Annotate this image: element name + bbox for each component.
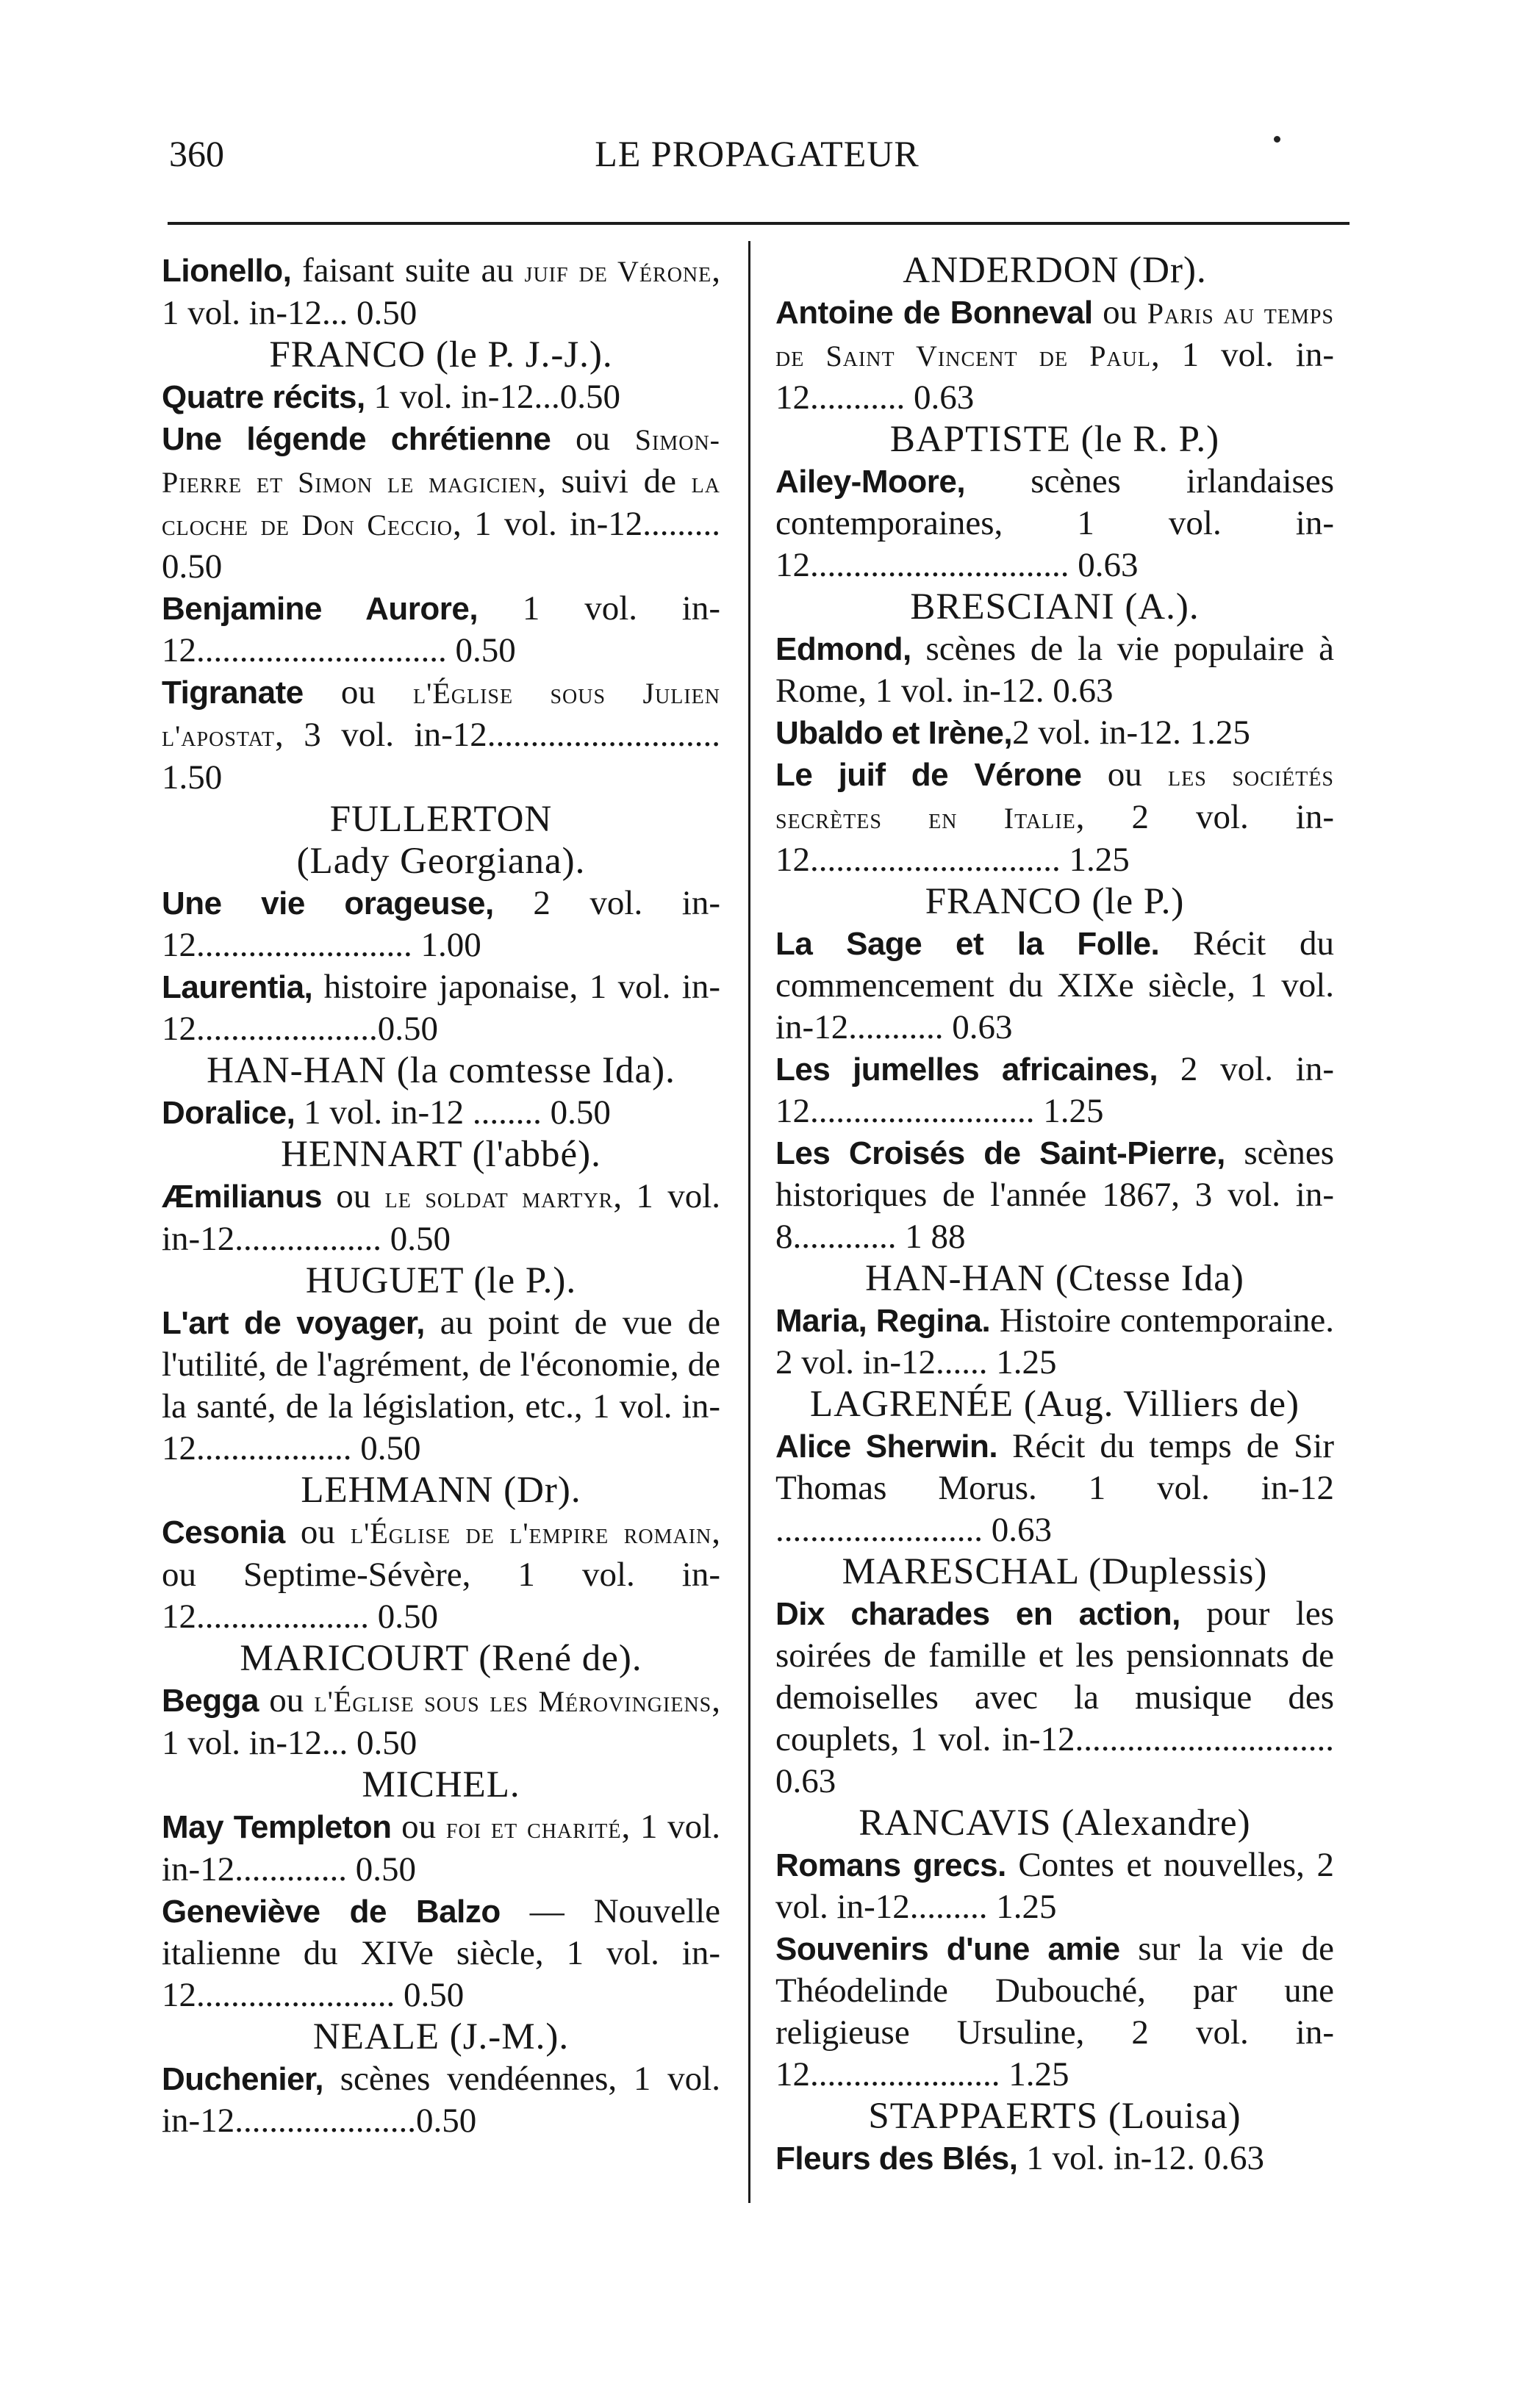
work-title: Fleurs des Blés, — [775, 2141, 1018, 2177]
work-details: , ou Septime-Sévère, 1 vol. in-12.................... 0.50 — [162, 1513, 721, 1636]
author-heading: RANCAVIS (Alexandre) — [859, 1803, 1251, 1844]
work-details: Récit du temps de Sir Thomas Morus. 1 vol. in-12 ........................ 0.63 — [775, 1427, 1334, 1549]
work-title: Æmilianus — [162, 1179, 322, 1215]
work-title: Doralice, — [162, 1095, 295, 1131]
work-details: scènes irlandaises contemporaines, 1 vol. in-12.............................. 0.63 — [775, 462, 1334, 584]
catalog-entry — [162, 1512, 720, 1638]
work-details: ou — [303, 673, 414, 711]
work-title: Dix charades en action, — [775, 1596, 1180, 1632]
author-heading: BRESCIANI (A.). — [910, 586, 1200, 628]
work-title: Une légende chrétienne — [162, 421, 551, 457]
author-heading: NEALE (J.-M.). — [312, 2016, 570, 2057]
work-title: Souvenirs d'une amie — [775, 1931, 1120, 1967]
right-column — [775, 250, 1334, 2179]
work-details: ou — [391, 1808, 446, 1846]
work-details: , 2 vol. in-12............................. 1.25 — [775, 798, 1334, 879]
author-heading: FULLERTON — [329, 799, 553, 840]
work-details: ou — [551, 420, 635, 458]
work-details: 1 vol. in-12 ........ 0.50 — [295, 1093, 611, 1132]
catalog-entry — [775, 1132, 1334, 1258]
author-heading: HAN-HAN (Ctesse Ida) — [865, 1258, 1244, 1299]
work-title: Cesonia — [162, 1514, 285, 1550]
work-subtitle: foi et charité — [445, 1811, 622, 1844]
work-title: L'art de voyager, — [162, 1305, 425, 1341]
work-details: 1 vol. in-12. 0.63 — [1017, 2139, 1265, 2177]
work-subtitle: la cloche de Don Ceccio — [162, 466, 720, 542]
work-title: Les jumelles africaines, — [775, 1052, 1158, 1088]
catalog-entry — [775, 754, 1334, 881]
running-title: LE PROPAGATEUR — [595, 133, 920, 174]
catalog-entry — [775, 923, 1334, 1049]
catalog-entry — [162, 376, 720, 418]
catalog-entry — [775, 628, 1334, 712]
work-details: , 1 vol. in-12............. 0.50 — [162, 1808, 720, 1888]
page-number: 360 — [169, 133, 224, 174]
work-details: 2 vol. in-12......................... 1.00 — [162, 884, 720, 964]
author-heading: (Lady Georgiana). — [296, 841, 586, 882]
work-details: au point de vue de l'utilité, de l'agrément, de l'économie, de la santé, de la législation, etc., 1 vol. in-12.................. 0.50 — [162, 1304, 720, 1467]
author-heading: STAPPAERTS (Louisa) — [868, 2096, 1241, 2137]
author-heading: MICHEL. — [362, 1764, 520, 1805]
work-details: Histoire contemporaine. 2 vol. in-12...... 1.25 — [775, 1301, 1334, 1381]
catalog-entry — [775, 1928, 1334, 2096]
author-heading: LEHMANN (Dr). — [301, 1470, 581, 1511]
work-title: Edmond, — [775, 631, 911, 667]
author-heading: FRANCO (le P.) — [925, 881, 1185, 922]
author-heading: BAPTISTE (le R. P.) — [889, 419, 1220, 460]
catalog-entry — [162, 1176, 720, 1260]
work-subtitle: Simon-Pierre et Simon le magicien — [162, 423, 720, 499]
catalog-entry — [775, 2138, 1334, 2179]
work-details: ou — [1092, 293, 1147, 331]
catalog-entry — [775, 292, 1334, 419]
work-title: May Templeton — [162, 1809, 392, 1845]
work-subtitle: Paris au temps de Saint Vincent de Paul — [775, 297, 1335, 373]
work-details: faisant suite au — [291, 251, 525, 290]
work-title: Alice Sherwin. — [775, 1428, 998, 1464]
work-details: Récit du commencement du XIXe siècle, 1 vol. in-12........... 0.63 — [775, 924, 1334, 1046]
work-details: , 1 vol. in-12... 0.50 — [162, 251, 720, 332]
work-title: Lionello, — [162, 253, 292, 289]
author-heading: ANDERDON (Dr). — [903, 250, 1207, 291]
work-details: , 1 vol. in-12........... 0.63 — [775, 336, 1334, 417]
catalog-entry — [775, 461, 1334, 586]
author-heading: FRANCO (le P. J.-J.). — [269, 334, 613, 375]
catalog-entry — [162, 588, 720, 672]
work-subtitle: l'Église de l'empire romain — [351, 1517, 712, 1550]
catalog-entry — [162, 2058, 720, 2142]
catalog-entry — [775, 1844, 1334, 1928]
work-subtitle: l'Église sous les Mérovingiens — [314, 1685, 712, 1718]
author-heading: LAGRENÉE (Aug. Villiers de) — [809, 1384, 1300, 1425]
work-details: ou — [284, 1513, 351, 1551]
catalog-entry — [162, 1806, 720, 1891]
work-details: ou — [1081, 755, 1169, 794]
work-title: Le juif de Vérone — [775, 757, 1082, 793]
work-details: , 1 vol. in-12......... 0.50 — [162, 505, 720, 586]
catalog-entry — [775, 1300, 1334, 1384]
work-title: Une vie orageuse, — [162, 885, 494, 921]
work-details: sur la vie de Théodelinde Dubouché, par une religieuse Ursuline, 2 vol. in-12...................... 1.25 — [775, 1930, 1335, 2093]
running-head — [169, 132, 1345, 184]
work-details: — Nouvelle italienne du XIVe siècle, 1 vol. in-12....................... 0.50 — [162, 1892, 721, 2014]
work-details: scènes vendéennes, 1 vol. in-12.....................0.50 — [162, 2060, 720, 2140]
author-heading: MARICOURT (René de). — [240, 1638, 642, 1679]
author-heading: HAN-HAN (la comtesse Ida). — [207, 1050, 675, 1091]
catalog-entry — [162, 250, 720, 334]
author-heading: MARESCHAL (Duplessis) — [842, 1551, 1268, 1592]
work-subtitle: juif de Vérone — [524, 255, 712, 288]
work-details: , 1 vol. in-12................. 0.50 — [162, 1177, 720, 1258]
work-subtitle: l'Église sous Julien l'apostat — [162, 677, 720, 752]
work-details: , suivi de — [537, 462, 692, 500]
work-title: Romans grecs. — [775, 1847, 1006, 1883]
work-title: La Sage et la Folle. — [775, 926, 1160, 962]
catalog-entry — [162, 1302, 720, 1470]
catalog-entry — [162, 1891, 720, 2016]
work-details: , 3 vol. in-12........................... 1.50 — [162, 716, 720, 797]
catalog-entry — [775, 1426, 1334, 1551]
work-details: histoire japonaise, 1 vol. in-12.....................0.50 — [162, 968, 720, 1048]
author-heading: HENNART (l'abbé). — [281, 1134, 601, 1175]
work-title: Begga — [162, 1683, 259, 1719]
work-details: , 1 vol. in-12... 0.50 — [162, 1681, 721, 1762]
work-details: 1 vol. in-12............................. 0.50 — [162, 589, 720, 669]
catalog-entry — [162, 1680, 720, 1764]
catalog-entry — [162, 883, 720, 966]
work-details: pour les soirées de famille et les pensionnats de demoiselles avec la musique des couplets, 1 vol. in-12.............................. 0.63 — [775, 1595, 1334, 1800]
work-title: Les Croisés de Saint-Pierre, — [775, 1135, 1225, 1171]
work-subtitle: les sociétés secrètes en Italie — [775, 759, 1335, 835]
work-details: 2 vol. in-12. 1.25 — [1012, 714, 1250, 752]
catalog-entry — [162, 966, 720, 1050]
work-details: Contes et nouvelles, 2 vol. in-12......... 1.25 — [775, 1846, 1334, 1926]
column-divider — [748, 241, 750, 2203]
work-title: Maria, Regina. — [775, 1303, 991, 1339]
work-details: 2 vol. in-12.......................... 1.25 — [775, 1050, 1334, 1130]
work-title: Tigranate — [162, 675, 304, 711]
work-details: ou — [322, 1177, 385, 1215]
work-title: Duchenier, — [162, 2061, 323, 2097]
work-title: Benjamine Aurore, — [162, 591, 479, 627]
catalog-entry — [162, 672, 720, 799]
catalog-entry — [775, 712, 1334, 754]
header-rule — [168, 222, 1350, 225]
catalog-entry — [775, 1593, 1334, 1803]
work-title: Ubaldo et Irène, — [775, 715, 1013, 751]
author-heading: HUGUET (le P.). — [305, 1260, 577, 1301]
work-title: Ailey-Moore, — [775, 464, 966, 500]
work-title: Quatre récits, — [162, 379, 365, 415]
left-column — [162, 250, 720, 2142]
catalog-entry — [162, 1092, 720, 1134]
work-details: scènes de la vie populaire à Rome, 1 vol. in-12. 0.63 — [775, 630, 1334, 710]
work-details: ou — [258, 1681, 315, 1719]
catalog-entry — [162, 418, 720, 588]
work-title: Antoine de Bonneval — [775, 295, 1093, 331]
work-details: 1 vol. in-12...0.50 — [365, 378, 620, 416]
work-details: scènes historiques de l'année 1867, 3 vol. in-8............ 1 88 — [775, 1134, 1334, 1256]
catalog-entry — [775, 1049, 1334, 1132]
work-title: Geneviève de Balzo — [162, 1894, 501, 1930]
work-title: Laurentia, — [162, 969, 313, 1005]
work-subtitle: le soldat martyr — [384, 1181, 614, 1214]
